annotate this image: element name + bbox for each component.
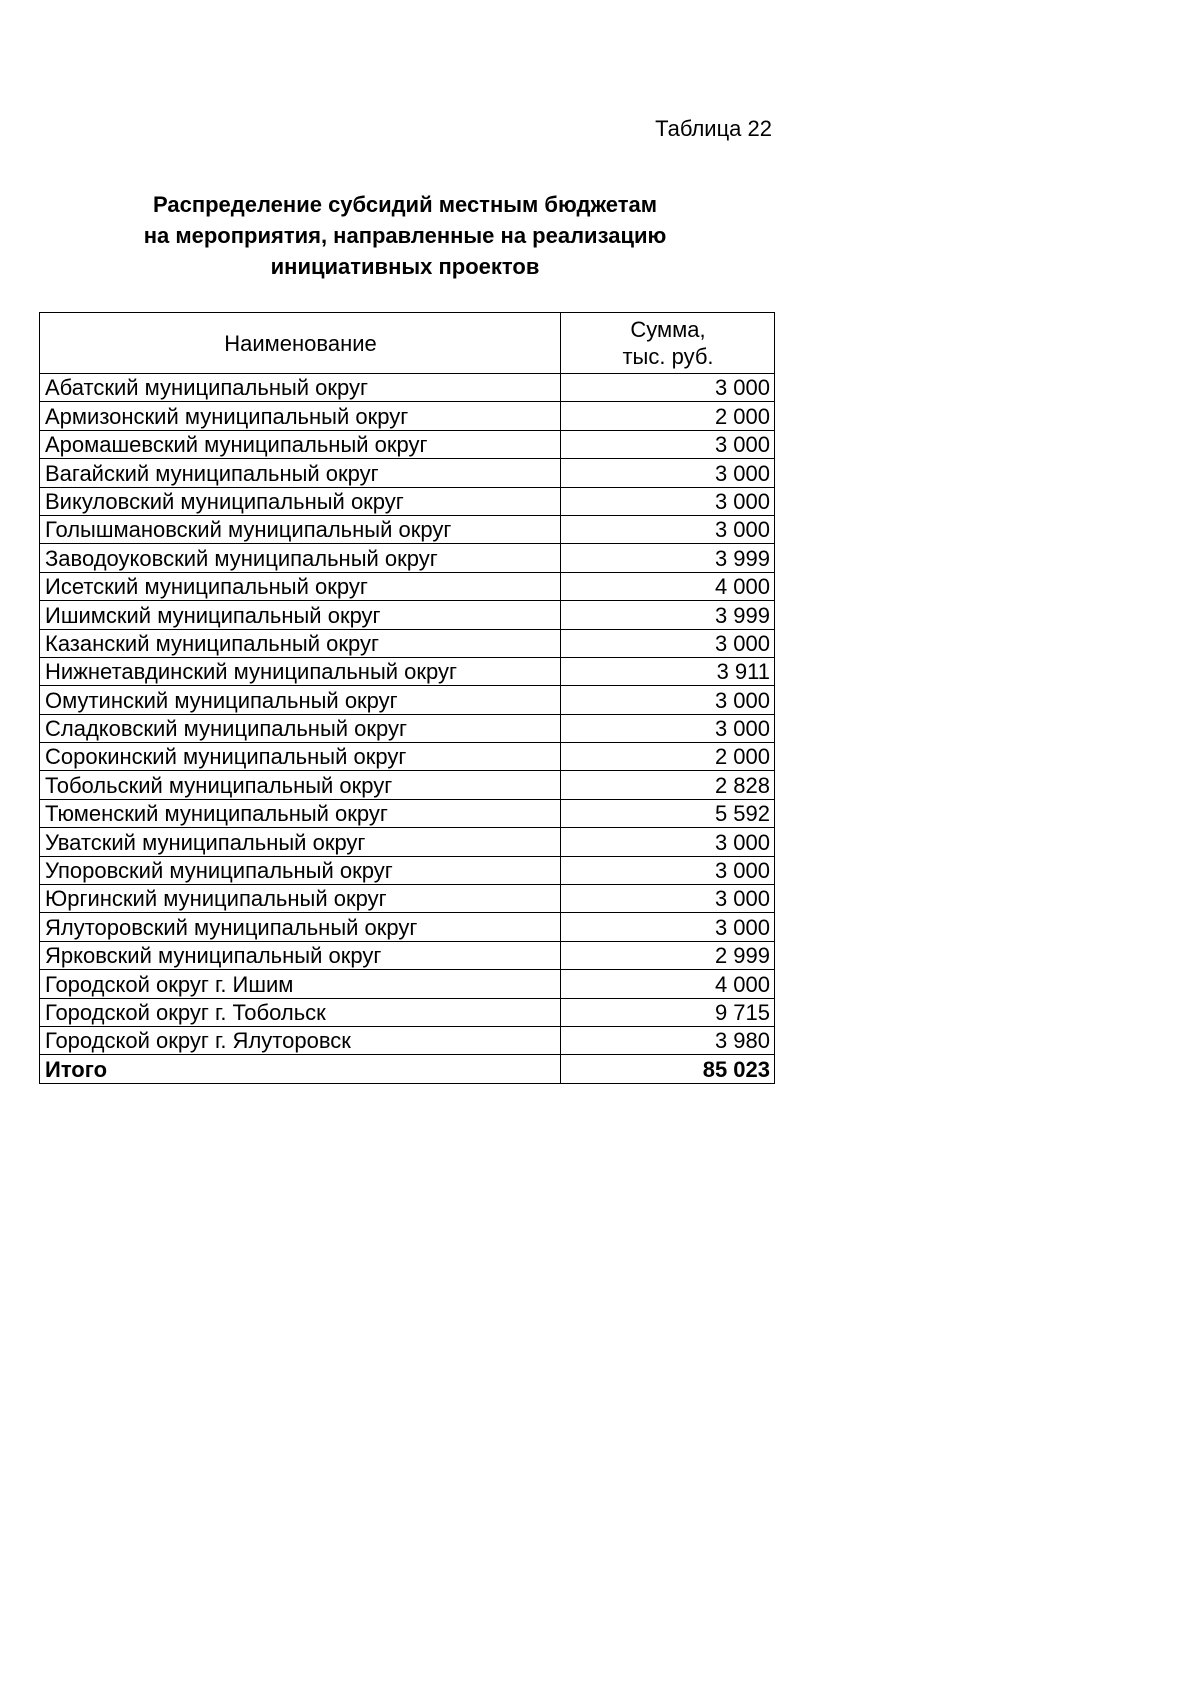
table-row: [40, 1026, 775, 1054]
subsidy-amount: 3 000: [561, 885, 775, 913]
subsidy-amount: 4 000: [561, 970, 775, 998]
subsidy-amount: 3 000: [561, 487, 775, 515]
table-row: [40, 544, 775, 572]
total-label: Итого: [40, 1055, 561, 1083]
subsidy-amount: 2 999: [561, 941, 775, 969]
table-row: [40, 374, 775, 402]
subsidy-amount: 9 715: [561, 998, 775, 1026]
subsidy-amount: 2 828: [561, 771, 775, 799]
subsidy-amount: 3 000: [561, 714, 775, 742]
subsidy-distribution-table: [39, 312, 775, 1084]
municipality-name: Армизонский муниципальный округ: [40, 402, 561, 430]
column-header-name: Наименование: [40, 313, 561, 374]
municipality-name: Сорокинский муниципальный округ: [40, 743, 561, 771]
municipality-name: Омутинский муниципальный округ: [40, 686, 561, 714]
municipality-name: Ишимский муниципальный округ: [40, 601, 561, 629]
municipality-name: Упоровский муниципальный округ: [40, 856, 561, 884]
table-row: [40, 572, 775, 600]
municipality-name: Городской округ г. Ялуторовск: [40, 1026, 561, 1054]
title-line: Распределение субсидий местным бюджетам: [152, 192, 658, 217]
table-row: [40, 402, 775, 430]
subsidy-amount: 3 911: [561, 657, 775, 685]
table-row: [40, 601, 775, 629]
subsidy-amount: 3 000: [561, 430, 775, 458]
subsidy-amount: 3 980: [561, 1026, 775, 1054]
subsidy-amount: 2 000: [561, 743, 775, 771]
municipality-name: Ярковский муниципальный округ: [40, 941, 561, 969]
municipality-name: Уватский муниципальный округ: [40, 828, 561, 856]
table-number-label: Таблица 22: [655, 116, 772, 141]
municipality-name: Сладковский муниципальный округ: [40, 714, 561, 742]
municipality-name: Абатский муниципальный округ: [40, 374, 561, 402]
table-row: [40, 487, 775, 515]
subsidy-amount: 4 000: [561, 572, 775, 600]
table-row: [40, 941, 775, 969]
table-row: [40, 856, 775, 884]
table-total-row: [40, 1055, 775, 1083]
subsidy-amount: 3 000: [561, 515, 775, 543]
table-header-row: [40, 313, 775, 374]
municipality-name: Исетский муниципальный округ: [40, 572, 561, 600]
table-row: [40, 913, 775, 941]
amount-header-line: Сумма,: [630, 317, 706, 342]
subsidy-amount: 5 592: [561, 799, 775, 827]
total-amount: 85 023: [561, 1055, 775, 1083]
subsidy-amount: 3 000: [561, 374, 775, 402]
table-row: [40, 430, 775, 458]
subsidy-amount: 3 000: [561, 828, 775, 856]
municipality-name: Городской округ г. Ишим: [40, 970, 561, 998]
title-line: на мероприятия, направленные на реализацию: [143, 223, 667, 248]
table-row: [40, 515, 775, 543]
table-row: [40, 771, 775, 799]
table-row: [40, 885, 775, 913]
title-line: инициативных проектов: [270, 254, 540, 279]
subsidy-amount: 2 000: [561, 402, 775, 430]
table-row: [40, 657, 775, 685]
table-row: [40, 799, 775, 827]
subsidy-amount: 3 999: [561, 601, 775, 629]
municipality-name: Тюменский муниципальный округ: [40, 799, 561, 827]
municipality-name: Нижнетавдинский муниципальный округ: [40, 657, 561, 685]
subsidy-amount: 3 000: [561, 629, 775, 657]
table-row: [40, 828, 775, 856]
subsidy-amount: 3 000: [561, 459, 775, 487]
column-header-amount: [561, 313, 775, 374]
municipality-name: Юргинский муниципальный округ: [40, 885, 561, 913]
municipality-name: Аромашевский муниципальный округ: [40, 430, 561, 458]
municipality-name: Викуловский муниципальный округ: [40, 487, 561, 515]
amount-header-line: тыс. руб.: [622, 344, 714, 369]
document-title: [40, 189, 770, 282]
table-body: [40, 374, 775, 1084]
subsidy-amount: 3 000: [561, 856, 775, 884]
municipality-name: Вагайский муниципальный округ: [40, 459, 561, 487]
table-row: [40, 998, 775, 1026]
table-row: [40, 970, 775, 998]
municipality-name: Заводоуковский муниципальный округ: [40, 544, 561, 572]
subsidy-amount: 3 000: [561, 913, 775, 941]
municipality-name: Ялуторовский муниципальный округ: [40, 913, 561, 941]
table-row: [40, 459, 775, 487]
municipality-name: Голышмановский муниципальный округ: [40, 515, 561, 543]
subsidy-amount: 3 999: [561, 544, 775, 572]
table-row: [40, 686, 775, 714]
municipality-name: Тобольский муниципальный округ: [40, 771, 561, 799]
table-row: [40, 714, 775, 742]
table-row: [40, 629, 775, 657]
municipality-name: Казанский муниципальный округ: [40, 629, 561, 657]
table-row: [40, 743, 775, 771]
municipality-name: Городской округ г. Тобольск: [40, 998, 561, 1026]
subsidy-amount: 3 000: [561, 686, 775, 714]
